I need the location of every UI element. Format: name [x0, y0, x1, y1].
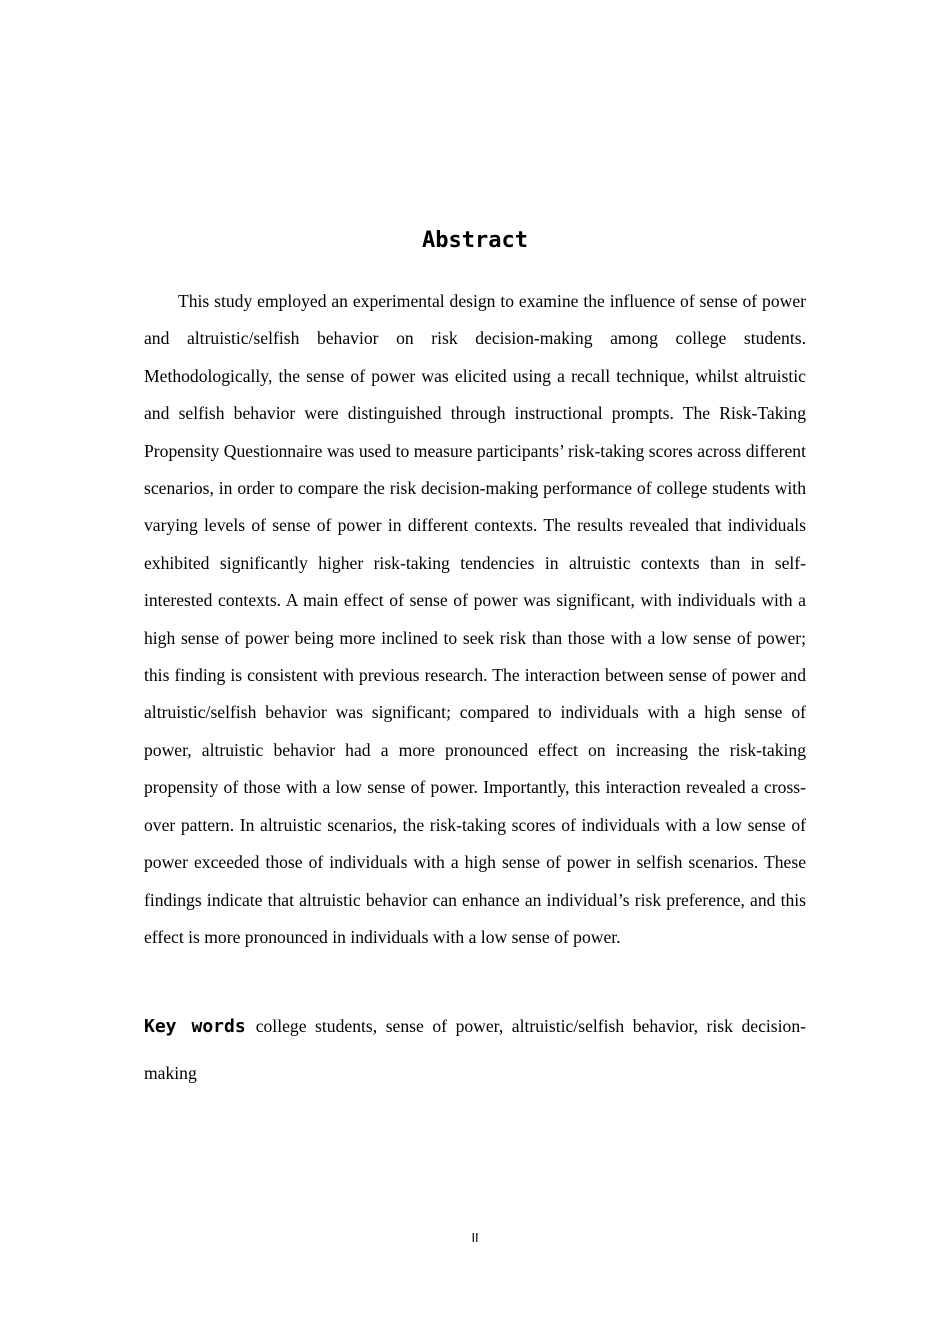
keywords-label: Key words: [144, 1016, 246, 1037]
keywords-line: [144, 1003, 806, 1097]
abstract-title: Abstract: [422, 228, 528, 253]
page-number: II: [471, 1231, 479, 1245]
keywords-text: college students, sense of power, altruistic/selfish behavior, risk decision-making: [144, 1016, 806, 1083]
abstract-body: This study employed an experimental design to examine the influence of sense of power and altruistic/selfish behavior on risk decision-making among college students. Methodologically, the sense of power was elicited using a recall technique, whilst altruistic and selfish behavior were distinguished through instructional prompts. The Risk-Taking Propensity Questionnaire was used to measure participants’ risk-taking scores across different scenarios, in order to compare the risk decision-making performance of college students with varying levels of sense of power in different contexts. The results revealed that individuals exhibited significantly higher risk-taking tendencies in altruistic contexts than in self-interested contexts. A main effect of sense of power was significant, with individuals with a high sense of power being more inclined to seek risk than those with a low sense of power; this finding is consistent with previous research. The interaction between sense of power and altruistic/selfish behavior was significant; compared to individuals with a high sense of power, altruistic behavior had a more pronounced effect on increasing the risk-taking propensity of those with a low sense of power. Importantly, this interaction revealed a cross-over pattern. In altruistic scenarios, the risk-taking scores of individuals with a low sense of power exceeded those of individuals with a high sense of power in selfish scenarios. These findings indicate that altruistic behavior can enhance an individual’s risk preference, and this effect is more pronounced in individuals with a low sense of power.: [144, 291, 806, 947]
